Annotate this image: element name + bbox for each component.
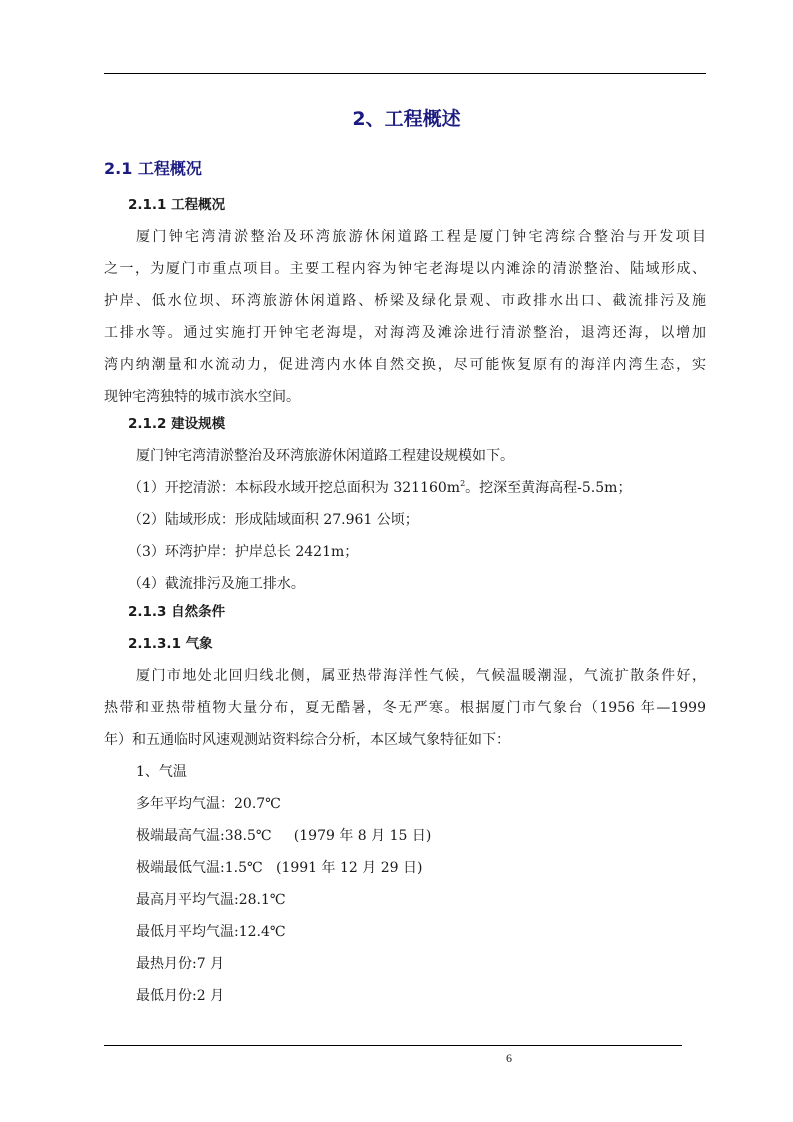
superscript: 2 [460,479,466,488]
temperature-item: 最低月份:2 月 [136,988,225,1004]
scale-item-1-tail: 。挖深至黄海高程-5.5m； [465,480,632,496]
chapter-title: 2、工程概述 [352,108,461,130]
scale-item-1-text: （1）开挖清淤：本标段水域开挖总面积为 321160m [128,480,461,496]
temperature-item: 最低月平均气温:12.4℃ [136,924,286,940]
section-title: 2.1 工程概况 [104,159,202,178]
temperature-item: 极端最高气温:38.5℃ (1979 年 8 月 15 日) [136,828,432,844]
paragraph-line: 热带和亚热带植物大量分布，夏无酷暑，冬无严寒。根据厦门市气象台（1956 年—1999 [104,700,706,716]
temperature-item: 多年平均气温：20.7℃ [136,796,281,812]
scale-item-4: （4）截流排污及施工排水。 [128,576,305,592]
paragraph-line: 护岸、低水位坝、环湾旅游休闲道路、桥梁及绿化景观、市政排水出口、截流排污及施 [104,293,706,309]
temperature-item: 最热月份:7 月 [136,956,225,972]
scale-item-1 [128,479,631,497]
paragraph-line: 现钟宅湾独特的城市滨水空间。 [104,389,300,405]
header-rule [104,73,706,74]
subsection-title-2-1-3-1: 2.1.3.1 气象 [128,636,213,652]
paragraph-line: 湾内纳潮量和水流动力，促进湾内水体自然交换，尽可能恢复原有的海洋内湾生态，实 [104,357,706,373]
scale-item-2: （2）陆域形成：形成陆域面积 27.961 公顷； [128,512,419,528]
paragraph-line: 之一，为厦门市重点项目。主要工程内容为钟宅老海堤以内滩涂的清淤整治、陆域形成、 [104,261,706,277]
scale-item-3: （3）环湾护岸：护岸总长 2421m； [128,544,359,560]
scale-intro: 厦门钟宅湾清淤整治及环湾旅游休闲道路工程建设规模如下。 [136,448,514,464]
paragraph-line: 厦门钟宅湾清淤整治及环湾旅游休闲道路工程是厦门钟宅湾综合整治与开发项目 [136,229,706,245]
subsection-title-2-1-2: 2.1.2 建设规模 [128,416,226,432]
subsection-title-2-1-3: 2.1.3 自然条件 [128,604,226,620]
temperature-item: 极端最低气温:1.5℃ (1991 年 12 月 29 日) [136,860,423,876]
subsection-title-2-1-1: 2.1.1 工程概况 [128,197,226,213]
page-number: 6 [506,1051,512,1065]
paragraph-line: 年）和五通临时风速观测站资料综合分析，本区域气象特征如下： [104,732,510,748]
footer-rule [104,1045,682,1046]
paragraph-line: 厦门市地处北回归线北侧，属亚热带海洋性气候，气候温暖潮湿，气流扩散条件好， [136,668,706,684]
temperature-heading: 1、气温 [136,764,187,780]
paragraph-line: 工排水等。通过实施打开钟宅老海堤，对海湾及滩涂进行清淤整治，退湾还海，以增加 [104,325,706,341]
temperature-item: 最高月平均气温:28.1℃ [136,892,286,908]
